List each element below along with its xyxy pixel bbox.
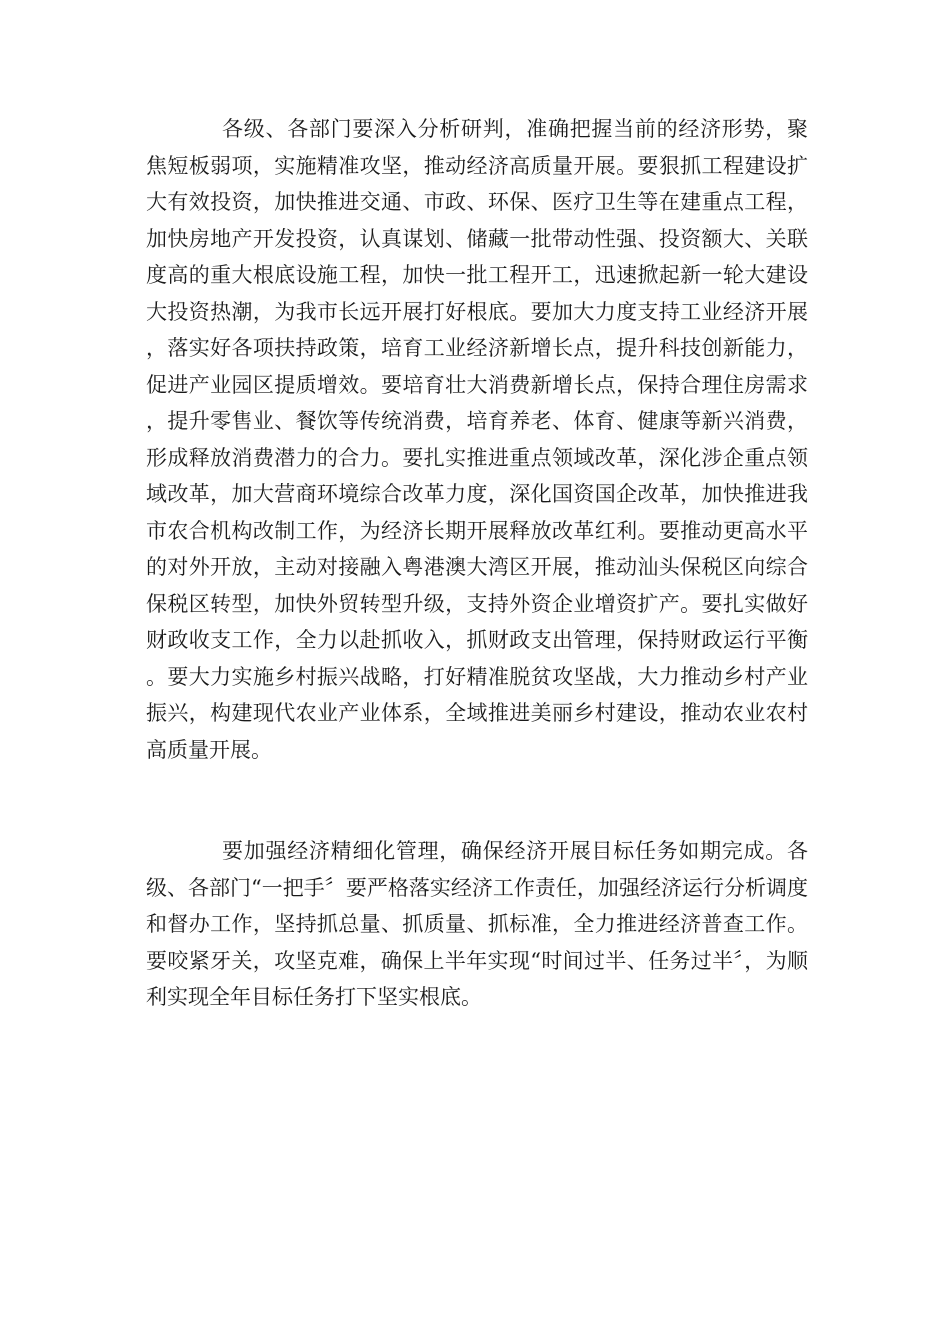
paragraph-economic-management: 要加强经济精细化管理，确保经济开展目标任务如期完成。各级、各部门“一把手〞要严格落实经济工作责任，加强经济运行分析调度和督办工作，坚持抓总量、抓质量、抓标准，全力推进经济普查工作。要咬紧牙关，攻坚克难，确保上半年实现“时间过半、任务过半〞，为顺利实现全年目标任务打下坚实根底。 [146, 839, 808, 1009]
paragraph-investment-and-reform: 各级、各部门要深入分析研判，准确把握当前的经济形势，聚焦短板弱项，实施精准攻坚，推动经济高质量开展。要狠抓工程建设扩大有效投资，加快推进交通、市政、环保、医疗卫生等在建重点工程，加快房地产开发投资，认真谋划、储藏一批带动性强、投资额大、关联度高的重大根底设施工程，加快一批工程开工，迅速掀起新一轮大建设大投资热潮，为我市长远开展打好根底。要加大力度支持工业经济开展，落实好各项扶持政策，培育工业经济新增长点，提升科技创新能力，促进产业园区提质增效。要培育壮大消费新增长点，保持合理住房需求，提升零售业、餐饮等传统消费，培育养老、体育、健康等新兴消费，形成释放消费潜力的合力。要扎实推进重点领域改革，深化涉企重点领域改革，加大营商环境综合改革力度，深化国资国企改革，加快推进我市农合机构改制工作，为经济长期开展释放改革红利。要推动更高水平的对外开放，主动对接融入粤港澳大湾区开展，推动汕头保税区向综合保税区转型，加快外贸转型升级，支持外资企业增资扩产。要扎实做好财政收支工作，全力以赴抓收入，抓财政支出管理，保持财政运行平衡。要大力实施乡村振兴战略，打好精准脱贫攻坚战，大力推动乡村产业振兴，构建现代农业产业体系，全域推进美丽乡村建设，推动农业农村高质量开展。 [146, 117, 808, 762]
